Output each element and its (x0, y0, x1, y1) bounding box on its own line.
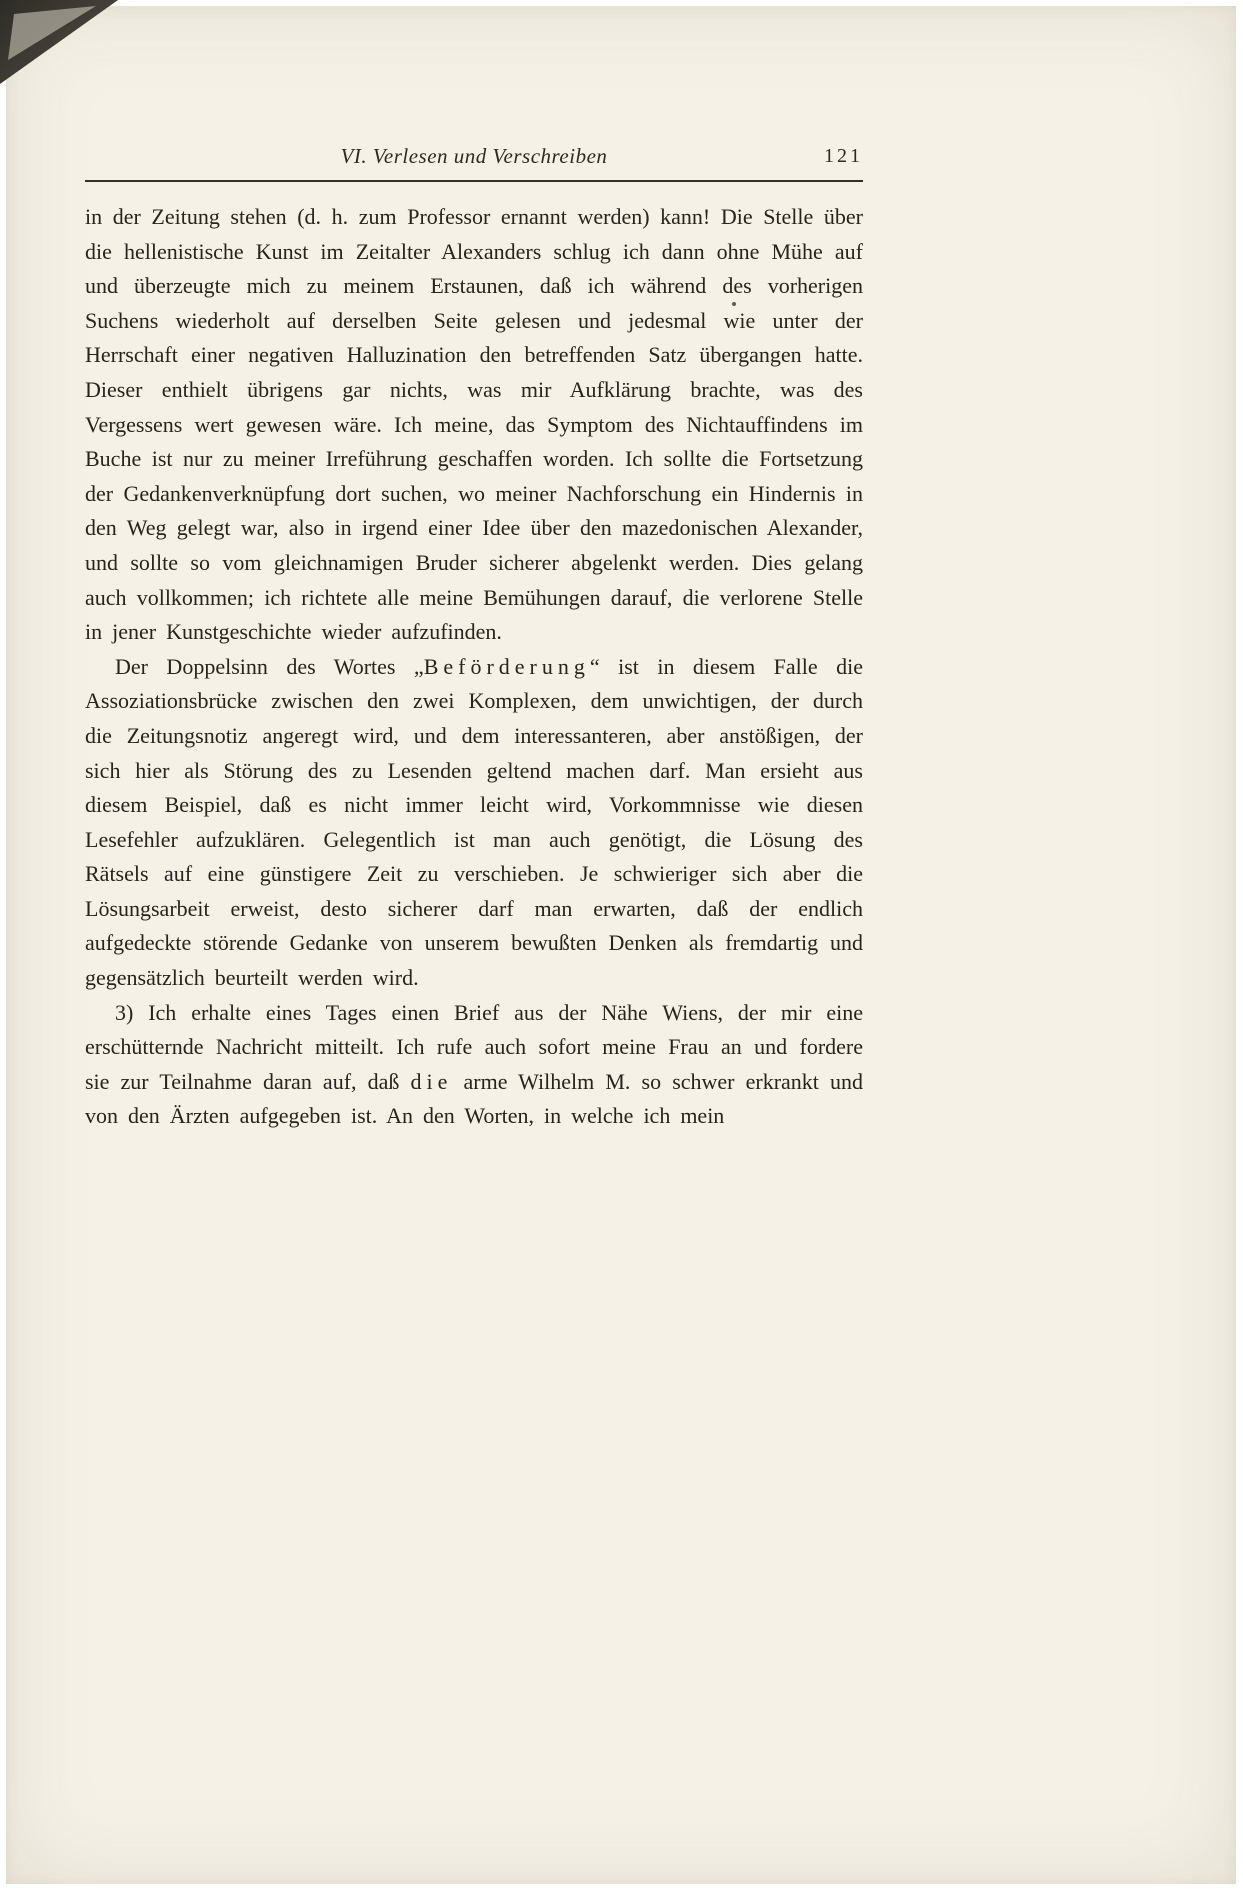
paragraph (85, 200, 863, 650)
text-segment: “ ist in diesem Falle die Assoziationsbrücke zwischen den zwei Komplexen, dem unwichtigen, der durch die Zeitungsnotiz angeregt wird, und dem interessanteren, aber anstößigen, der sich hier als Störung des zu Lesenden geltend machen darf. Man ersieht aus diesem Beispiel, daß es nicht immer leicht wird, Vorkommnisse wie diesen Lesefehler aufzuklären. Gelegentlich ist man auch genötigt, die Lösung des Rätsels auf eine günstigere Zeit zu verschieben. Je schwieriger sich aber die Lösungsarbeit erweist, desto sicherer darf man erwarten, daß der endlich aufgedeckte störende Gedanke von unserem bewußten Denken als fremdartig und gegensätzlich beurteilt werden wird. (85, 653, 863, 991)
running-title: VI. Verlesen und Verschreiben (340, 144, 608, 168)
paragraph (85, 650, 863, 996)
book-page (6, 6, 1236, 1884)
scan-speck-artifact (732, 302, 736, 306)
emphasized-spaced-text: die (410, 1068, 453, 1094)
text-segment: Der Doppelsinn des Wortes „ (115, 653, 424, 679)
page-header (85, 144, 863, 176)
text-block (85, 144, 863, 1134)
text-segment: 3) Ich erhalte eines Tages einen Brief aus der Nähe Wiens, der mir eine erschütternde Nachricht mitteilt. Ich rufe auch sofort meine Frau an und fordere sie zur Teilnahme daran auf, daß (85, 999, 863, 1094)
body-text (85, 200, 863, 1134)
emphasized-spaced-text: Beförderung (423, 653, 590, 679)
paragraph (85, 996, 863, 1134)
text-segment: in der Zeitung stehen (d. h. zum Professor ernannt werden) kann! Die Stelle über die hellenistische Kunst im Zeitalter Alexanders schlug ich dann ohne Mühe auf und überzeugte mich zu meinem Erstaunen, daß ich während des vorherigen Suchens wiederholt auf derselben Seite gelesen und jedesmal wie unter der Herrschaft einer negativen Halluzination den betreffenden Satz übergangen hatte. Dieser enthielt übrigens gar nichts, was mir Aufklärung brachte, was des Vergessens wert gewesen wäre. Ich meine, das Symptom des Nichtauffindens im Buche ist nur zu meiner Irreführung geschaffen worden. Ich sollte die Fortsetzung der Gedankenverknüpfung dort suchen, wo meiner Nachforschung ein Hindernis in den Weg gelegt war, also in irgend einer Idee über den mazedonischen Alexander, und sollte so vom gleichnamigen Bruder sicherer abgelenkt werden. Dies gelang auch vollkommen; ich richtete alle meine Bemühungen darauf, die verlorene Stelle in jener Kunstgeschichte wieder aufzufinden. (85, 204, 863, 645)
page-number: 121 (824, 145, 863, 167)
text-segment: arme Wilhelm M. so schwer erkrankt und von den Ärzten aufgegeben ist. An den Worten, in welche ich mein (85, 1068, 863, 1129)
header-rule (85, 180, 863, 182)
